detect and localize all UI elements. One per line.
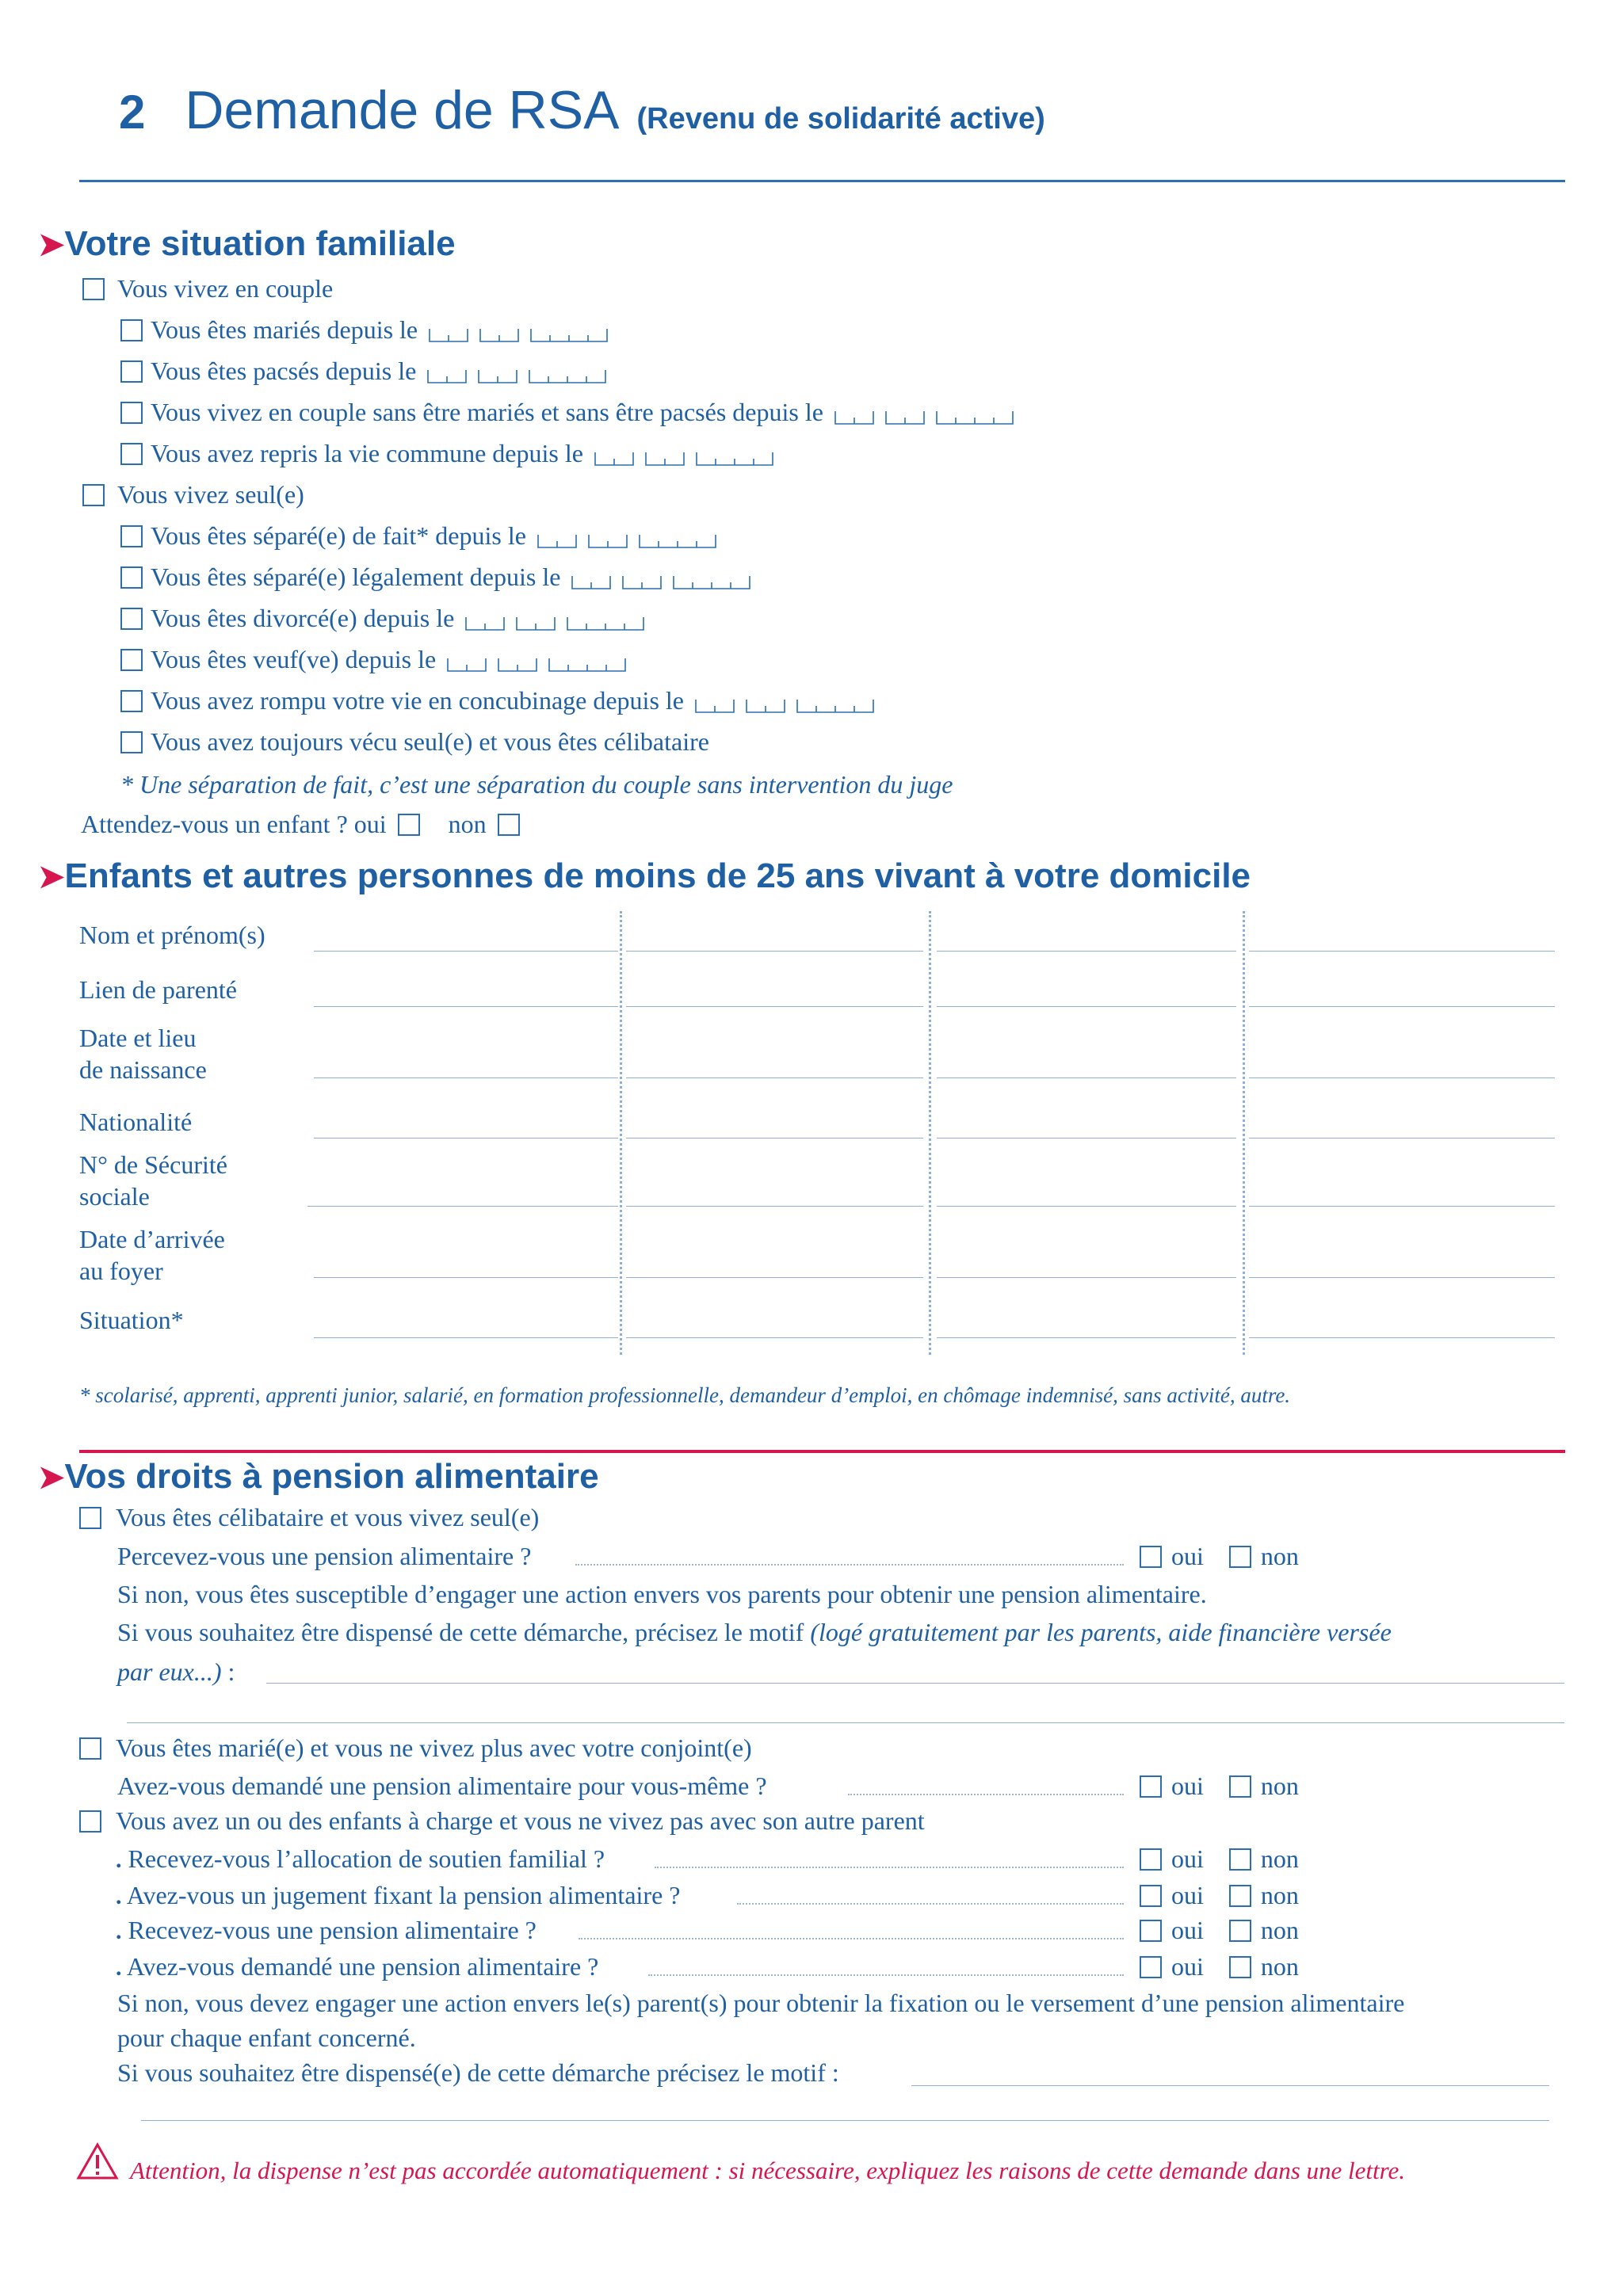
warning-icon	[76, 2142, 119, 2184]
children-row-label-4: N° de Sécurité sociale	[79, 1150, 227, 1211]
enfants-motif: Si vous souhaitez être dispensé(e) de cette démarche précisez le motif :	[117, 2058, 839, 2087]
option-single-4[interactable]: Vous avez rompu votre vie en concubinage depuis le	[120, 685, 886, 716]
date-field[interactable]	[465, 616, 656, 631]
checkbox[interactable]	[120, 402, 143, 424]
column-separator	[929, 911, 931, 1355]
dot-leader	[575, 1564, 1124, 1566]
section-number: 2	[119, 86, 146, 139]
date-field[interactable]	[695, 698, 886, 714]
answer-enfant-1: oui non	[1140, 1879, 1299, 1911]
option-single-2[interactable]: Vous êtes divorcé(e) depuis le	[120, 602, 656, 634]
enfants-motif-line-2[interactable]	[141, 2120, 1549, 2121]
motif-line-1[interactable]	[266, 1683, 1564, 1684]
checkbox[interactable]	[79, 1810, 101, 1833]
enfants-info-1: Si non, vous devez engager une action envers le(s) parent(s) pour obtenir la fixation ou le versement d’une pension alimentaire	[117, 1989, 1405, 2017]
checkbox[interactable]	[82, 484, 105, 506]
oui-checkbox[interactable]	[1140, 1956, 1162, 1978]
option-marie[interactable]: Vous êtes marié(e) et vous ne vivez plus avec votre conjoint(e)	[79, 1732, 752, 1764]
checkbox[interactable]	[120, 649, 143, 671]
oui-checkbox[interactable]	[1140, 1546, 1162, 1568]
arrow-icon: ➤	[38, 1460, 65, 1495]
column-separator	[620, 911, 622, 1355]
expecting-yes-checkbox[interactable]	[398, 814, 420, 836]
children-cell-line[interactable]	[626, 1337, 923, 1338]
checkbox[interactable]	[120, 566, 143, 589]
children-cell-line[interactable]	[307, 1206, 618, 1207]
celibataire-motif: Si vous souhaitez être dispensé de cette démarche, précisez le motif (logé gratuitement par les parents, aide financière versée	[117, 1618, 1392, 1646]
children-row-label-0: Nom et prénom(s)	[79, 921, 265, 949]
enfant-question-1: . Avez-vous un jugement fixant la pension alimentaire ?	[116, 1881, 681, 1909]
non-checkbox[interactable]	[1229, 1920, 1251, 1942]
children-cell-line[interactable]	[626, 1277, 923, 1278]
non-checkbox[interactable]	[1229, 1956, 1251, 1978]
enfant-question-2: . Recevez-vous une pension alimentaire ?	[116, 1916, 537, 1944]
answer-percevez: oui non	[1140, 1540, 1299, 1572]
header-divider	[79, 180, 1565, 182]
children-row-label-3: Nationalité	[79, 1108, 193, 1136]
checkbox[interactable]	[79, 1737, 101, 1760]
non-checkbox[interactable]	[1229, 1848, 1251, 1871]
answer-enfant-0: oui non	[1140, 1843, 1299, 1875]
dot-leader	[579, 1938, 1124, 1939]
checkbox[interactable]	[120, 608, 143, 630]
children-row-label-2: Date et lieu de naissance	[79, 1024, 207, 1084]
checkbox[interactable]	[120, 690, 143, 712]
option-single-3[interactable]: Vous êtes veuf(ve) depuis le	[120, 643, 638, 675]
enfant-question-3: . Avez-vous demandé une pension alimentaire ?	[116, 1952, 599, 1981]
children-cell-line[interactable]	[937, 1277, 1236, 1278]
checkbox[interactable]	[120, 525, 143, 547]
checkbox[interactable]	[82, 278, 105, 300]
children-cell-line[interactable]	[1249, 1206, 1555, 1207]
children-cell-line[interactable]	[626, 951, 923, 952]
non-checkbox[interactable]	[1229, 1885, 1251, 1907]
option-couple-1[interactable]: Vous êtes pacsés depuis le	[120, 355, 618, 387]
warning-text: Attention, la dispense n’est pas accordée automatiquement : si nécessaire, expliquez les raisons de cette demande dans une lettre.	[130, 2157, 1406, 2184]
arrow-icon: ➤	[38, 860, 65, 894]
date-field[interactable]	[571, 574, 762, 590]
children-cell-line[interactable]	[626, 1206, 923, 1207]
children-footnote: * scolarisé, apprenti, apprenti junior, salarié, en formation professionnelle, demandeur d’emploi, en chômage indemnisé, sans activité, autre.	[79, 1383, 1291, 1407]
children-cell-line[interactable]	[937, 1337, 1236, 1338]
children-cell-line[interactable]	[314, 1277, 618, 1278]
dot-leader	[655, 1867, 1124, 1868]
children-cell-line[interactable]	[1249, 951, 1555, 952]
checkbox[interactable]	[79, 1507, 101, 1529]
children-cell-line[interactable]	[937, 951, 1236, 952]
date-field[interactable]	[594, 451, 785, 467]
option-celibataire[interactable]: Vous êtes célibataire et vous vivez seul(e)	[79, 1501, 539, 1533]
children-row-label-5: Date d’arrivée au foyer	[79, 1225, 225, 1285]
page-header	[119, 79, 1045, 141]
column-separator	[1243, 911, 1245, 1355]
celibataire-info: Si non, vous êtes susceptible d’engager une action envers vos parents pour obtenir une pension alimentaire.	[117, 1580, 1207, 1608]
option-couple-3[interactable]: Vous avez repris la vie commune depuis le	[120, 437, 785, 469]
section-situation-heading: ➤Votre situation familiale	[38, 224, 456, 263]
oui-checkbox[interactable]	[1140, 1920, 1162, 1942]
children-cell-line[interactable]	[1249, 1077, 1555, 1078]
answer-enfant-3: oui non	[1140, 1951, 1299, 1982]
checkbox[interactable]	[120, 443, 143, 465]
enfants-motif-line-1[interactable]	[911, 2085, 1549, 2086]
question-demande-vous-meme: Avez-vous demandé une pension alimentaire pour vous-même ?	[117, 1772, 767, 1800]
checkbox[interactable]	[120, 360, 143, 383]
enfants-info-2: pour chaque enfant concerné.	[117, 2023, 416, 2052]
children-cell-line[interactable]	[314, 951, 618, 952]
option-single-5[interactable]: Vous avez toujours vécu seul(e) et vous êtes célibataire	[120, 726, 709, 757]
date-field[interactable]	[427, 368, 618, 384]
date-field[interactable]	[447, 657, 638, 673]
option-enfants-charge[interactable]: Vous avez un ou des enfants à charge et vous ne vivez pas avec son autre parent	[79, 1805, 925, 1836]
page-subtitle: (Revenu de solidarité active)	[636, 102, 1045, 135]
children-cell-line[interactable]	[626, 1006, 923, 1007]
option-couple-0[interactable]: Vous êtes mariés depuis le	[120, 314, 620, 345]
answer-demande-vous-meme: oui non	[1140, 1770, 1299, 1802]
option-single-1[interactable]: Vous êtes séparé(e) légalement depuis le	[120, 561, 762, 593]
question-percevez: Percevez-vous une pension alimentaire ?	[117, 1542, 532, 1570]
children-cell-line[interactable]	[314, 1077, 618, 1078]
celibataire-motif-2: par eux...) :	[117, 1657, 235, 1686]
arrow-icon: ➤	[38, 227, 65, 262]
expecting-child: Attendez-vous un enfant ? oui non	[81, 808, 520, 840]
dot-leader	[648, 1974, 1124, 1976]
children-cell-line[interactable]	[937, 1006, 1236, 1007]
section-pension-heading: ➤Vos droits à pension alimentaire	[38, 1457, 599, 1496]
children-cell-line[interactable]	[314, 1337, 618, 1338]
non-checkbox[interactable]	[1229, 1546, 1251, 1568]
section-children-heading: ➤Enfants et autres personnes de moins de 25 ans vivant à votre domicile	[38, 856, 1251, 895]
page-title: Demande de RSA	[185, 80, 620, 140]
checkbox[interactable]	[120, 731, 143, 753]
option-couple-2[interactable]: Vous vivez en couple sans être mariés et sans être pacsés depuis le	[120, 396, 1025, 428]
oui-checkbox[interactable]	[1140, 1885, 1162, 1907]
non-checkbox[interactable]	[1229, 1775, 1251, 1798]
enfant-question-0: . Recevez-vous l’allocation de soutien familial ?	[116, 1844, 605, 1873]
children-cell-line[interactable]	[626, 1077, 923, 1078]
dot-leader	[737, 1903, 1124, 1905]
motif-line-2[interactable]	[127, 1722, 1564, 1723]
option-couple[interactable]: Vous vivez en couple	[82, 273, 333, 304]
expecting-no-checkbox[interactable]	[498, 814, 520, 836]
option-single-0[interactable]: Vous êtes séparé(e) de fait* depuis le	[120, 520, 728, 551]
option-single[interactable]: Vous vivez seul(e)	[82, 479, 304, 510]
date-field[interactable]	[834, 410, 1025, 425]
section-divider-red	[79, 1450, 1565, 1453]
children-cell-line[interactable]	[314, 1006, 618, 1007]
children-row-label-6: Situation*	[79, 1306, 184, 1334]
oui-checkbox[interactable]	[1140, 1848, 1162, 1871]
children-row-label-1: Lien de parenté	[79, 975, 237, 1004]
children-cell-line[interactable]	[1249, 1337, 1555, 1338]
children-cell-line[interactable]	[937, 1077, 1236, 1078]
date-field[interactable]	[537, 533, 728, 549]
children-cell-line[interactable]	[1249, 1006, 1555, 1007]
children-cell-line[interactable]	[1249, 1277, 1555, 1278]
checkbox[interactable]	[120, 319, 143, 341]
dot-leader	[848, 1794, 1124, 1795]
children-cell-line[interactable]	[937, 1206, 1236, 1207]
oui-checkbox[interactable]	[1140, 1775, 1162, 1798]
separation-footnote: * Une séparation de fait, c’est une séparation du couple sans intervention du juge	[120, 770, 953, 799]
answer-enfant-2: oui non	[1140, 1914, 1299, 1946]
date-field[interactable]	[429, 327, 620, 343]
